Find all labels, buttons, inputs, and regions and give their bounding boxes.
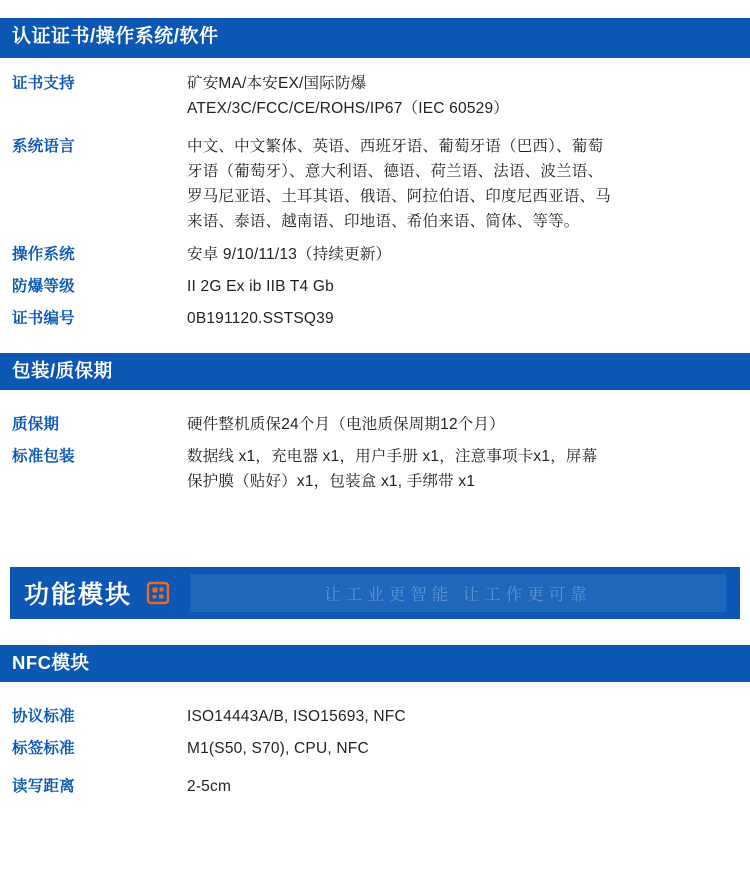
- spec-value: [187, 444, 738, 494]
- spec-label: 读写距离: [12, 778, 75, 796]
- spec-value-line: 矿安MA/本安EX/国际防爆: [187, 74, 367, 92]
- spacer: [0, 619, 750, 645]
- spec-value-line: 来语、泰语、越南语、印地语、希伯来语、简体、等等。: [187, 213, 580, 231]
- spec-value: [187, 274, 738, 299]
- spacer: [12, 437, 738, 444]
- spec-value: [187, 774, 738, 799]
- table-row: [12, 412, 738, 437]
- spec-value: [187, 134, 738, 234]
- spec-value-line: II 2G Ex ib IIB T4 Gb: [187, 277, 334, 295]
- spec-value: [187, 704, 738, 729]
- spec-value-line: 2-5cm: [187, 778, 232, 796]
- table-row: [12, 71, 738, 121]
- certification-spec-table: [0, 71, 750, 331]
- spacer: [12, 761, 738, 774]
- spacer: [12, 729, 738, 736]
- spec-value: [187, 306, 738, 331]
- spec-label: 操作系统: [12, 245, 75, 263]
- spec-value: [187, 736, 738, 761]
- spec-label: 标准包装: [12, 448, 75, 466]
- section-header-packaging: 包装/质保期: [0, 353, 750, 390]
- spacer: [12, 121, 738, 134]
- table-row: [12, 274, 738, 299]
- spacer: [0, 390, 750, 412]
- feature-module-banner: [10, 567, 740, 619]
- spec-value-line: 硬件整机质保24个月（电池质保周期12个月）: [187, 416, 505, 434]
- table-row: [12, 306, 738, 331]
- spec-value-line: 牙语（葡萄牙）、意大利语、德语、荷兰语、法语、波兰语、: [187, 163, 604, 181]
- spec-value-line: 0B191120.SSTSQ39: [187, 309, 334, 327]
- table-row: [12, 444, 738, 494]
- spec-value-line: ATEX/3C/FCC/CE/ROHS/IP67（IEC 60529）: [187, 100, 509, 117]
- spec-label: 防爆等级: [12, 277, 75, 295]
- feature-module-slogan: 让工业更智能 让工作更可靠: [190, 574, 726, 612]
- spec-value-line: 安卓 9/10/11/13（持续更新）: [187, 245, 392, 263]
- packaging-spec-table: [0, 412, 750, 494]
- module-grid-icon: [146, 581, 170, 605]
- table-row: [12, 736, 738, 761]
- spec-value: [187, 242, 738, 267]
- spacer: [12, 235, 738, 242]
- section-header-nfc: NFC模块: [0, 645, 750, 682]
- spec-value-line: 中文、中文繁体、英语、西班牙语、葡萄牙语（巴西）、葡萄: [187, 138, 604, 156]
- spec-value-line: 罗马尼亚语、土耳其语、俄语、阿拉伯语、印度尼西亚语、马: [187, 188, 611, 206]
- spacer: [12, 299, 738, 306]
- spec-value: [187, 412, 738, 437]
- spec-value: [187, 71, 738, 121]
- spacer: [0, 682, 750, 704]
- top-spacer: [0, 0, 750, 18]
- spec-label: 标签标准: [12, 740, 75, 757]
- spec-value-line: ISO14443A/B, ISO15693, NFC: [187, 707, 406, 725]
- spacer: [12, 267, 738, 274]
- spacer: [0, 331, 750, 353]
- spec-value-line: 保护膜（贴好）x1，包装盒 x1, 手绑带 x1: [187, 473, 476, 491]
- spec-label: 证书支持: [12, 74, 75, 92]
- spacer: [0, 58, 750, 71]
- feature-module-title: 功能模块: [24, 580, 133, 609]
- spec-label: 质保期: [12, 416, 60, 434]
- spec-value-line: M1(S50, S70), CPU, NFC: [187, 740, 369, 757]
- spec-label: 系统语言: [12, 138, 75, 156]
- spec-value-line: 数据线 x1，充电器 x1，用户手册 x1，注意事项卡x1，屏幕: [187, 448, 598, 466]
- table-row: [12, 704, 738, 729]
- table-row: [12, 242, 738, 267]
- nfc-spec-table: [0, 704, 750, 799]
- table-row: [12, 774, 738, 799]
- section-header-certification: 认证证书/操作系统/软件: [0, 18, 750, 58]
- table-row: [12, 134, 738, 234]
- spec-label: 证书编号: [12, 309, 75, 327]
- spec-label: 协议标准: [12, 707, 75, 725]
- spacer: [0, 495, 750, 567]
